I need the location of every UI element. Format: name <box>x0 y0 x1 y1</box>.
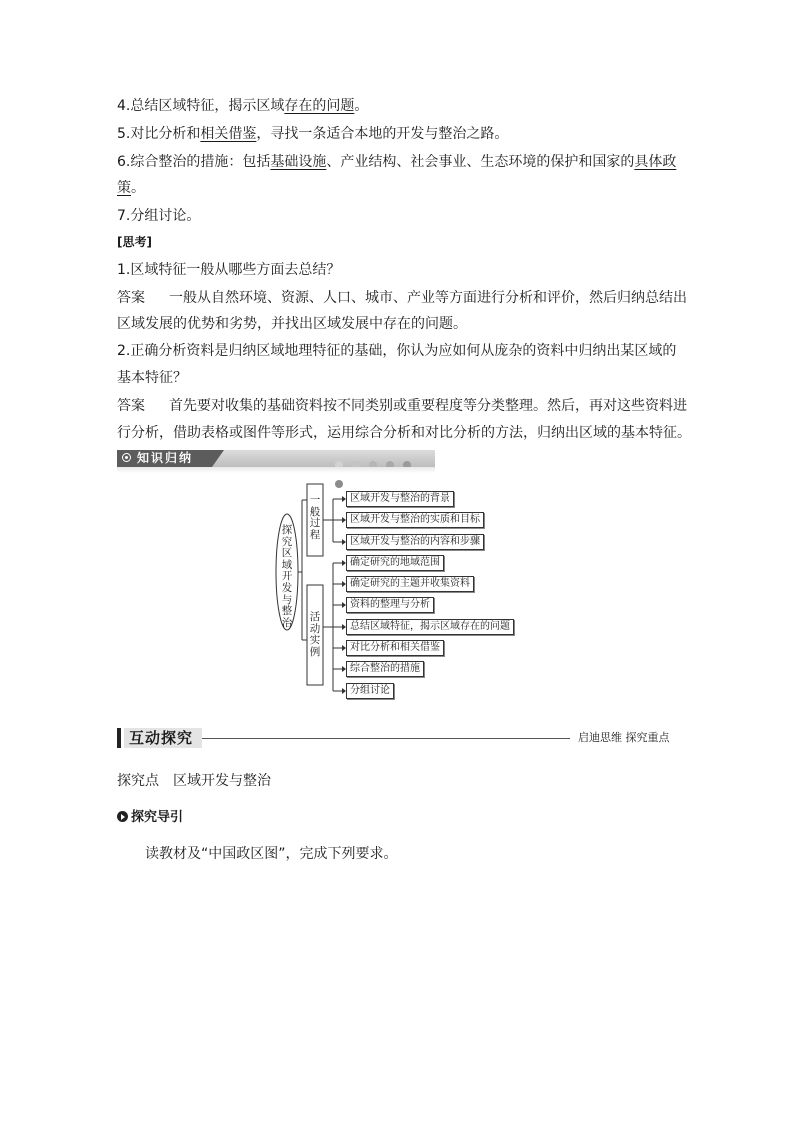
underlined-term: 具体政 <box>634 154 677 170</box>
branch2-label: 活动实例 <box>309 611 321 658</box>
item-5: 5.对比分析和相关借鉴，寻找一条适合本地的开发与整治之路。 <box>117 126 509 142</box>
item-6: 6.综合整治的措施：包括基础设施、产业结构、社会事业、生态环境的保护和国家的具体政 <box>117 154 677 170</box>
item-4: 4.总结区域特征，揭示区域存在的问题。 <box>117 98 369 114</box>
branch1-bracket <box>323 499 342 542</box>
play-icon <box>117 811 128 822</box>
root-label: 探究区域开发与整治 <box>281 524 293 629</box>
item-6-cont: 策。 <box>117 180 145 196</box>
branch1-label: 一般过程 <box>309 494 321 541</box>
think-label: [思考] <box>117 235 152 249</box>
diagram-box: 分组讨论 <box>346 683 394 699</box>
answer-label: 答案 <box>117 398 145 414</box>
explore-point: 探究点 区域开发与整治 <box>117 773 271 789</box>
diagram-box: 区域开发与整治的内容和步骤 <box>346 534 484 550</box>
underlined-term: 策 <box>117 180 131 196</box>
section-divider <box>202 738 570 739</box>
answer-1-cont: 区域发展的优势和劣势，并找出区域发展中存在的问题。 <box>117 316 467 332</box>
question-2: 2.正确分析资料是归纳区域地理特征的基础，你认为应如何从庞杂的资料中归纳出某区域的 <box>117 343 677 359</box>
item-7: 7.分组讨论。 <box>117 208 201 224</box>
diagram-box: 对比分析和相关借鉴 <box>346 640 444 656</box>
answer-2: 答案 首先要对收集的基础资料按不同类别或重要程度等分类整理。然后，再对这些资料进 <box>117 398 687 414</box>
answer-2-cont: 行分析，借助表格或图件等形式，运用综合分析和对比分析的方法，归纳出区域的基本特征。 <box>117 425 691 441</box>
answer-label: 答案 <box>117 290 145 306</box>
diagram-box: 区域开发与整治的实质和目标 <box>346 512 484 528</box>
instruction: 读教材及“中国政区图”，完成下列要求。 <box>145 846 398 862</box>
section-subtitle: 启迪思维 探究重点 <box>578 731 670 744</box>
diagram-box: 区域开发与整治的背景 <box>346 491 454 507</box>
section-title: 互动探究 <box>124 728 202 748</box>
knowledge-title: 知识归纳 <box>117 450 212 467</box>
underlined-term: 存在的问题 <box>284 98 355 114</box>
question-1: 1.区域特征一般从哪些方面去总结？ <box>117 262 341 278</box>
branch-connector <box>302 500 307 640</box>
underlined-term: 相关借鉴 <box>200 126 257 142</box>
diagram-box: 确定研究的地域范围 <box>346 555 444 571</box>
branch2-bracket <box>323 563 342 691</box>
section-marker <box>117 728 121 748</box>
underlined-term: 基础设施 <box>270 154 327 170</box>
root-connector <box>298 500 302 640</box>
question-2-cont: 基本特征？ <box>117 370 187 386</box>
answer-1: 答案 一般从自然环境、资源、人口、城市、产业等方面进行分析和评价，然后归纳总结出 <box>117 290 687 306</box>
diagram-box: 确定研究的主题并收集资料 <box>346 576 474 592</box>
diagram-box: 资料的整理与分析 <box>346 597 434 613</box>
diagram-box: 综合整治的措施 <box>346 661 424 677</box>
diagram-box: 总结区域特征，揭示区域存在的问题 <box>346 619 514 635</box>
explore-guide: 探究导引 <box>117 808 183 828</box>
